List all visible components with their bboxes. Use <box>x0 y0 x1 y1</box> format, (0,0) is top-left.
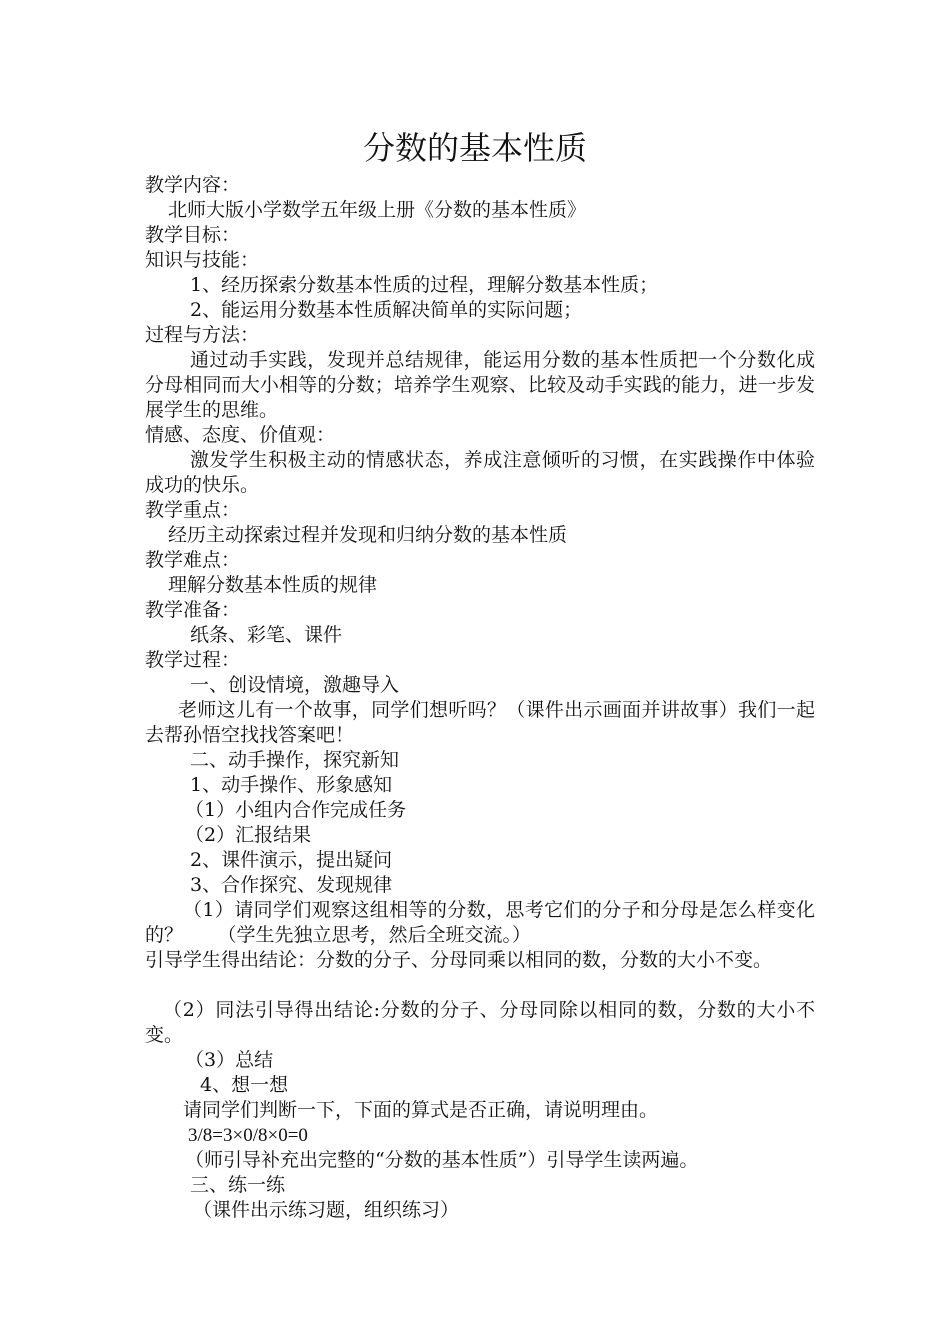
step-2-1: 1、动手操作、形象感知 <box>190 774 393 796</box>
paragraph-observe-fractions: （1）请同学们观察这组相等的分数，思考它们的分子和分母是怎么样变化的？ （学生先独立思考，然后全班交流。） <box>145 899 815 946</box>
heading-teaching-process: 教学过程： <box>145 649 241 671</box>
heading-difficulty: 教学难点： <box>145 549 241 571</box>
goal-item-1: 1、经历探索分数基本性质的过程，理解分数基本性质； <box>190 274 659 296</box>
heading-process-methods: 过程与方法： <box>145 324 260 346</box>
heading-teaching-goals: 教学目标： <box>145 224 241 246</box>
heading-key-point: 教学重点： <box>145 499 241 521</box>
text-judge-prompt: 请同学们判断一下，下面的算式是否正确，请说明理由。 <box>183 1099 659 1121</box>
step-1-heading: 一、创设情境，激趣导入 <box>190 674 400 696</box>
paragraph-emotion-attitude: 激发学生积极主动的情感状态，养成注意倾听的习惯，在实践操作中体验成功的快乐。 <box>145 449 815 496</box>
text-difficulty: 理解分数基本性质的规律 <box>168 574 378 596</box>
step-2-1-a: （1）小组内合作完成任务 <box>185 799 407 821</box>
goal-item-2: 2、能运用分数基本性质解决简单的实际问题； <box>190 299 583 321</box>
heading-teaching-content: 教学内容： <box>145 174 241 196</box>
step-2-1-b: （2）汇报结果 <box>185 824 312 846</box>
text-textbook: 北师大版小学数学五年级上册《分数的基本性质》 <box>168 199 587 221</box>
text-teacher-guide: （师引导补充出完整的“分数的基本性质”）引导学生读两遍。 <box>185 1149 699 1171</box>
text-preparation: 纸条、彩笔、课件 <box>190 624 343 646</box>
paragraph-conclusion-multiply: 引导学生得出结论：分数的分子、分母同乘以相同的数，分数的大小不变。 <box>145 949 773 971</box>
paragraph-story-intro: 老师这儿有一个故事，同学们想听吗？（课件出示画面并讲故事）我们一起去帮孙悟空找找答案吧！ <box>145 699 815 746</box>
text-exercise: （课件出示练习题，组织练习） <box>193 1199 460 1221</box>
step-3-heading: 三、练一练 <box>190 1174 286 1196</box>
step-2-4: 4、想一想 <box>200 1074 289 1096</box>
heading-knowledge-skills: 知识与技能： <box>145 249 260 271</box>
document-title: 分数的基本性质 <box>362 129 587 167</box>
paragraph-process-methods: 通过动手实践，发现并总结规律，能运用分数的基本性质把一个分数化成分母相同而大小相等的分数；培养学生观察、比较及动手实践的能力，进一步发展学生的思维。 <box>145 349 815 421</box>
paragraph-conclusion-divide: （2）同法引导得出结论:分数的分子、分母同除以相同的数，分数的大小不变。 <box>145 999 815 1046</box>
step-2-2: 2、课件演示，提出疑问 <box>190 849 393 871</box>
heading-preparation: 教学准备： <box>145 599 241 621</box>
step-2-3: 3、合作探究、发现规律 <box>190 874 393 896</box>
step-2-3-c: （3）总结 <box>185 1049 274 1071</box>
text-formula: 3/8=3×0/8×0=0 <box>188 1125 308 1146</box>
step-2-heading: 二、动手操作，探究新知 <box>190 749 400 771</box>
heading-emotion-attitude: 情感、态度、价值观： <box>145 424 336 446</box>
text-key-point: 经历主动探索过程并发现和归纳分数的基本性质 <box>168 524 568 546</box>
